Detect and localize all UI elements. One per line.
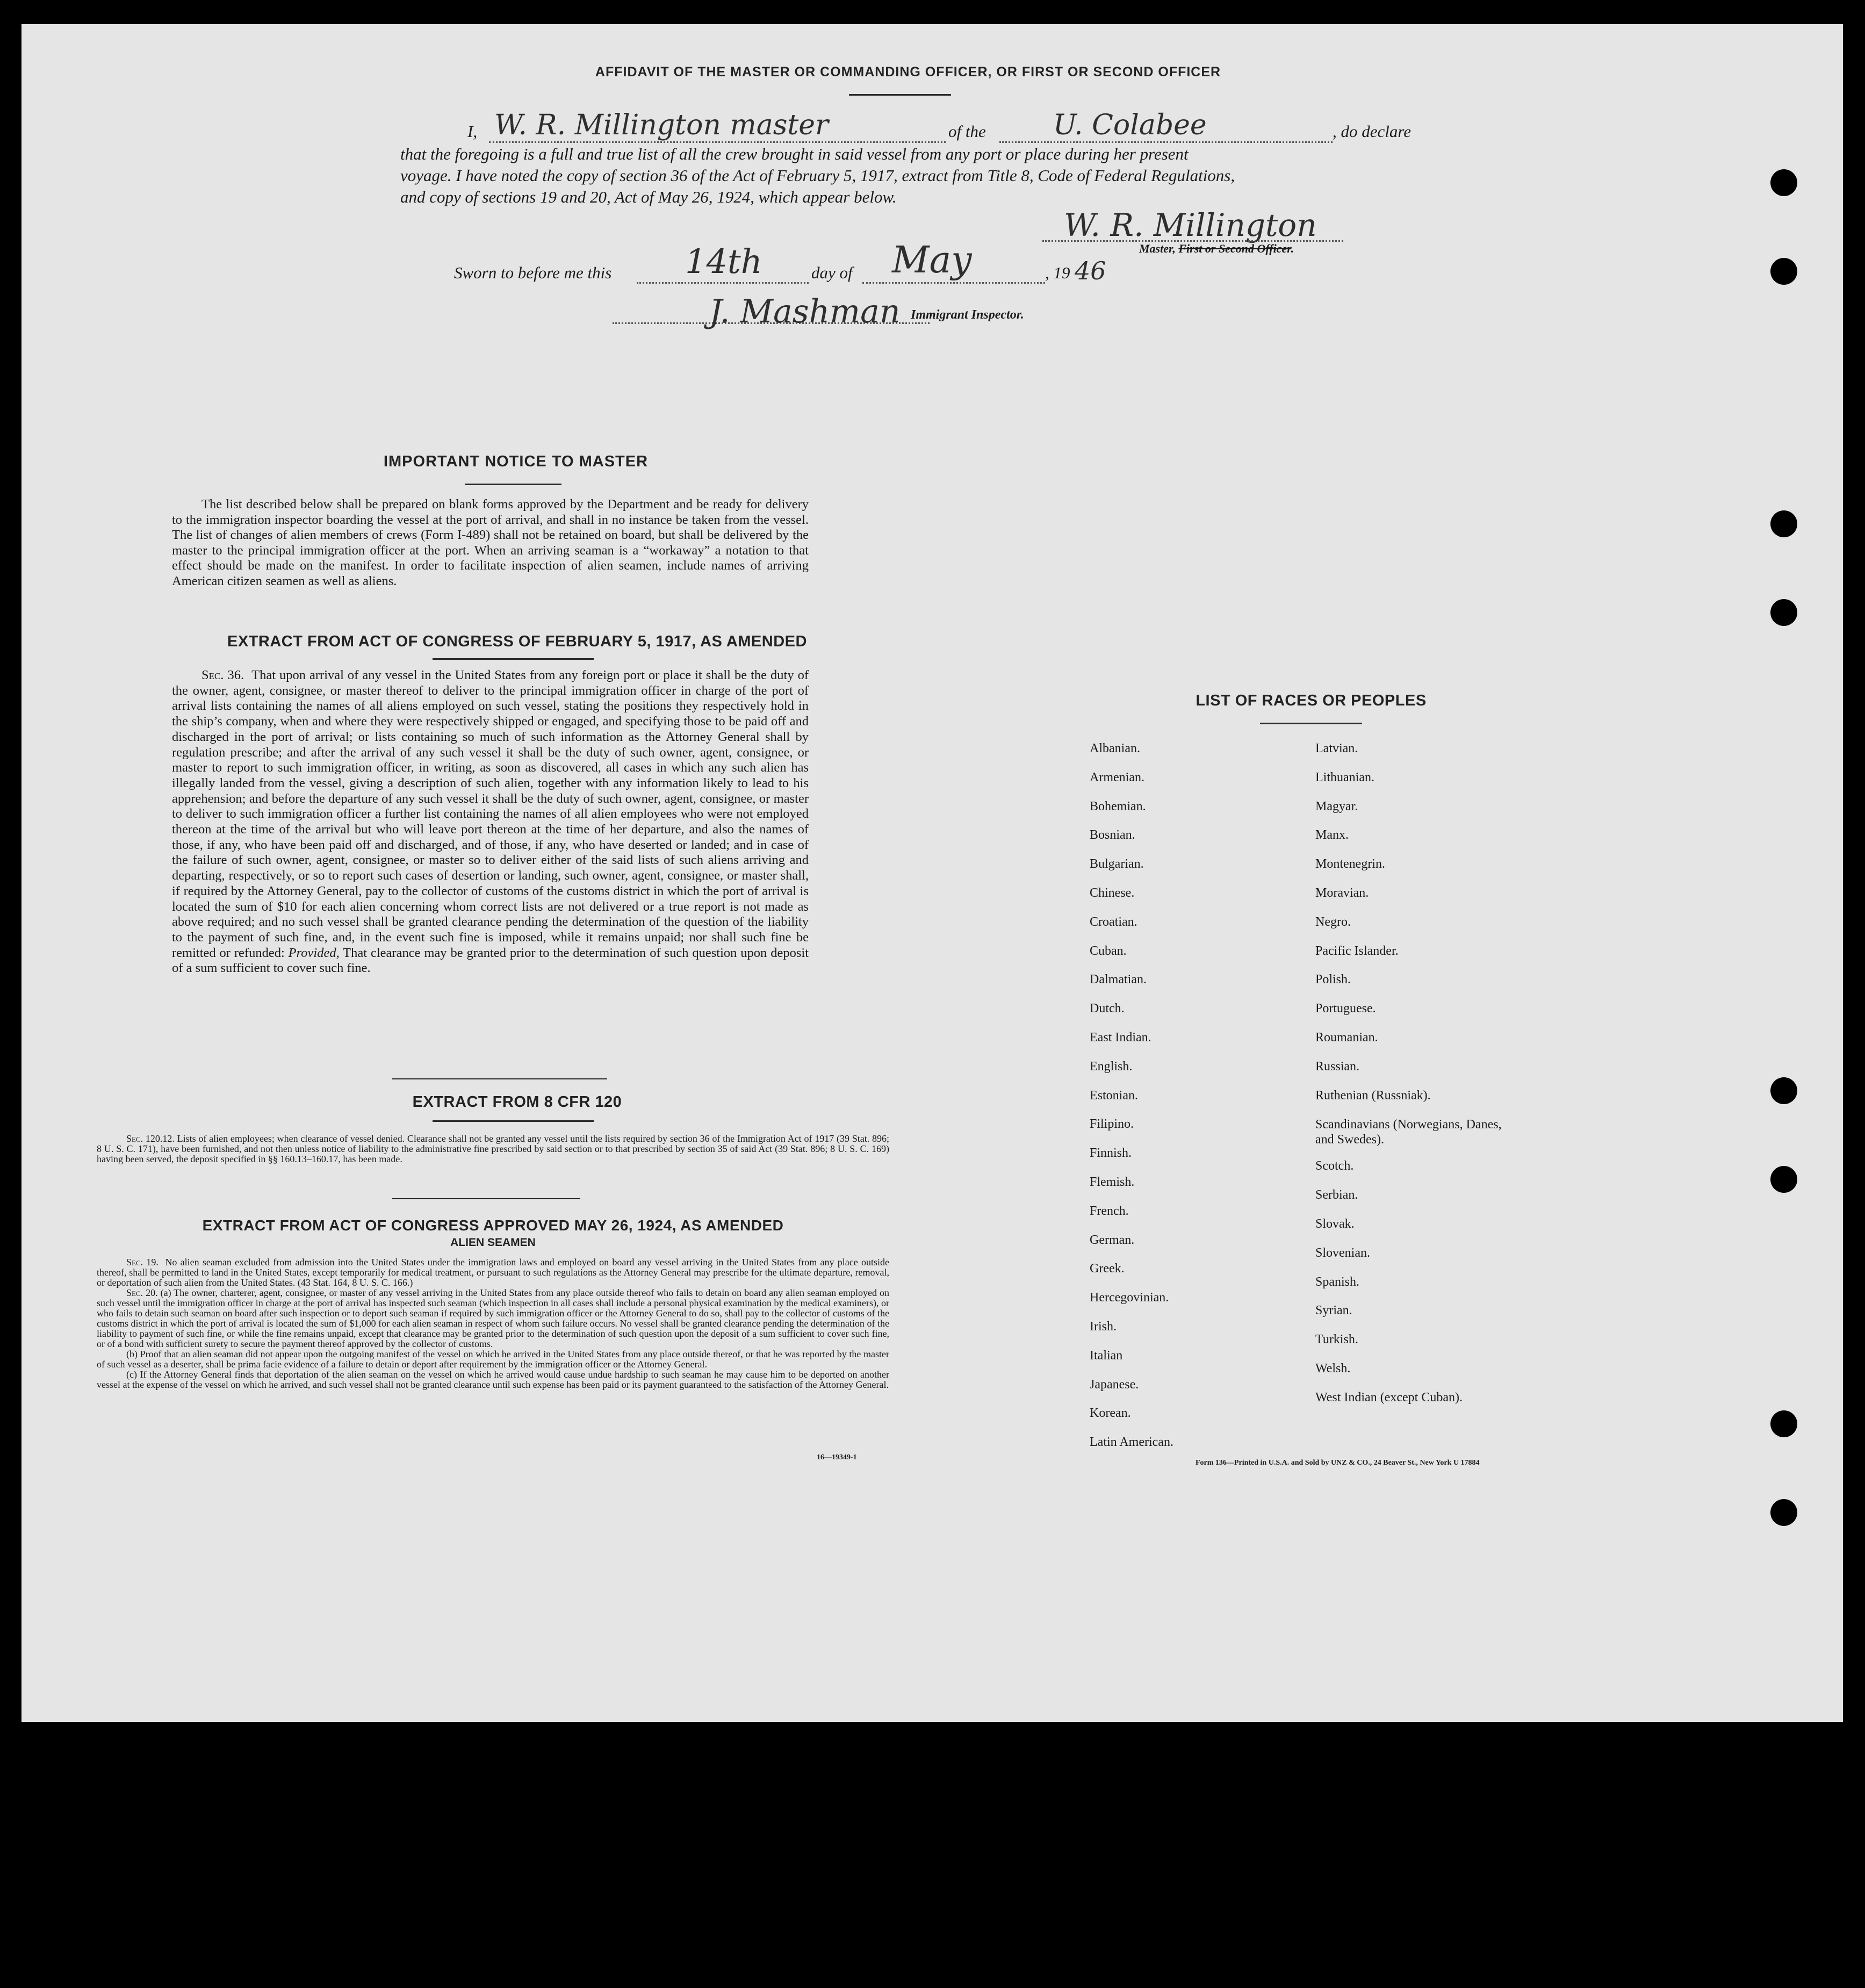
form-code: 16—19349-1: [817, 1453, 857, 1461]
race-item: Hercegovinian.: [1090, 1291, 1169, 1305]
race-item: Slovenian.: [1315, 1245, 1370, 1260]
races-title: LIST OF RACES OR PEOPLES: [1196, 692, 1427, 709]
race-item: French.: [1090, 1204, 1129, 1218]
affidavit-body-line: and copy of sections 19 and 20, Act of May 26, 1924, which appear below.: [400, 188, 897, 206]
vessel-line: [999, 141, 1333, 143]
master-caption: [1139, 242, 1294, 256]
struck-caption: First or Second Officer: [1178, 242, 1291, 255]
document-page: [21, 24, 1843, 1722]
race-item: Lithuanian.: [1315, 770, 1374, 784]
sec19-paragraph: [97, 1257, 889, 1288]
section-label: Sec. 36.: [201, 668, 244, 682]
section-text: Lists of alien employees; when clearance of vessel denied. Clearance shall not be granted any vessel until the lists required by section 36 of the Immigration Act of 1917 (39 Stat. 896; 8 U. S. C. 171), have been furnished, and not then unless notice of liability to the administrative fine prescribed by said section or to that prescribed by section 35 of said Act (39 Stat. 896; 8 U. S. C. 169) having been served, the deposit specified in §§ 160.13–160.17, has been made.: [97, 1133, 889, 1164]
race-item: Ruthenian (Russniak).: [1315, 1088, 1431, 1103]
race-item: Serbian.: [1315, 1188, 1358, 1202]
race-item: Filipino.: [1090, 1117, 1134, 1132]
section-label: Sec. 20.: [126, 1287, 158, 1298]
section-text: That clearance may be granted prior to the determination of such question upon deposit of a sum sufficient to cover such fine.: [172, 945, 809, 976]
race-item: Slovak.: [1315, 1217, 1355, 1231]
affidavit-title: AFFIDAVIT OF THE MASTER OR COMMANDING OFFICER, OR FIRST OR SECOND OFFICER: [595, 64, 1221, 80]
punch-hole: [1770, 510, 1797, 537]
race-item: Roumanian.: [1315, 1031, 1378, 1045]
punch-hole: [1770, 1410, 1797, 1437]
provided-word: Provided,: [288, 945, 340, 960]
day-of-label: day of: [811, 263, 853, 282]
sec20c-paragraph: (c) If the Attorney General finds that deportation of the alien seaman on the vessel on which he arrived would cause undue hardship to such seaman he may cause him to be deported on another vessel at the expense of the vessel on which he arrived, and such vessel shall not be granted clearance until such expense has been paid or its payment guaranteed to the satisfaction of the Attorney General.: [97, 1369, 889, 1390]
race-item: Polish.: [1315, 973, 1351, 987]
race-item: Scandinavians (Norwegians, Danes, and Swedes).: [1315, 1118, 1502, 1147]
race-item: Russian.: [1315, 1059, 1360, 1074]
race-item: Welsh.: [1315, 1362, 1351, 1375]
race-item: Turkish.: [1315, 1332, 1358, 1347]
affidavit-i-label: I,: [467, 122, 478, 141]
sec20a-paragraph: [97, 1288, 889, 1349]
divider: [465, 484, 561, 485]
race-item: Chinese.: [1090, 886, 1135, 900]
race-item: Greek.: [1090, 1262, 1125, 1276]
month-line: [862, 282, 1045, 284]
race-item: Estonian.: [1090, 1088, 1138, 1103]
race-item: Croatian.: [1090, 914, 1137, 929]
race-item: Montenegrin.: [1315, 857, 1385, 871]
race-item: Dutch.: [1090, 1002, 1125, 1016]
sec20b-paragraph: (b) Proof that an alien seaman did not appear upon the outgoing manifest of the vessel on which he arrived in the United States from any place outside thereof, or that he was reported by the master of such vessel as a deserter, shall be prima facie evidence of a failure to detain or deport after requirement by the immigration officer or the Attorney General.: [97, 1349, 889, 1370]
punch-hole: [1770, 169, 1797, 196]
affidavit-body-line: voyage. I have noted the copy of section 36 of the Act of February 5, 1917, extract from Title 8, Code of Federal Regulations,: [400, 166, 1235, 185]
section-text: No alien seaman excluded from admission into the United States under the immigration laws and employed on board any vessel arriving in the United States from any place outside thereof, shall be permitted to land in the United States, except temporarily for medical treatment, or pursuant to such regulations as the Attorney General may prescribe for the ultimate departure, removal, or deportation of such alien from the United States. (43 Stat. 164, 8 U. S. C. 166.): [97, 1257, 889, 1288]
divider: [1260, 723, 1362, 724]
race-item: Latvian.: [1315, 741, 1358, 755]
cfr-title: EXTRACT FROM 8 CFR 120: [412, 1093, 622, 1111]
punch-hole: [1770, 258, 1797, 285]
inspector-signature: J. Mashman: [709, 293, 901, 330]
race-item: Moravian.: [1315, 886, 1369, 900]
master-signature: W. R. Millington: [1064, 207, 1317, 243]
cfr-body: [97, 1134, 889, 1164]
punch-hole: [1770, 599, 1797, 626]
race-item: Finnish.: [1090, 1146, 1132, 1161]
race-item: Albanian.: [1090, 741, 1140, 755]
extract1924-body: [97, 1257, 889, 1390]
sworn-month-handwritten: May: [892, 239, 972, 282]
divider: [433, 1120, 594, 1122]
section-label: Sec. 120.12.: [126, 1133, 175, 1144]
race-item: Japanese.: [1090, 1377, 1139, 1392]
day-line: [637, 282, 809, 284]
race-item: Pacific Islander.: [1315, 943, 1399, 958]
extract1917-body: [172, 668, 809, 976]
race-item: Magyar.: [1315, 799, 1358, 813]
race-item: Korean.: [1090, 1406, 1131, 1421]
extract1924-title: EXTRACT FROM ACT OF CONGRESS APPROVED MAY 26, 1924, AS AMENDED: [202, 1217, 784, 1234]
affidavit-do-declare: , do declare: [1333, 122, 1412, 141]
caption-period: .: [1291, 242, 1294, 255]
race-item: Bohemian.: [1090, 799, 1146, 813]
name-line: [489, 141, 946, 143]
section-label: Sec. 19.: [126, 1257, 159, 1267]
race-item: Spanish.: [1315, 1274, 1360, 1289]
divider: [392, 1198, 580, 1199]
notice-body: The list described below shall be prepared on blank forms approved by the Department and be ready for delivery to the immigration inspector boarding the vessel at the port of arrival, and shall in no instance be taken from the vessel. The list of changes of alien members of crews (Form I-489) shall not be retained on board, but shall be delivered by the master to the principal immigration officer at the port. When an arriving seaman is a “workaway” a notation to that effect should be made on the manifest. In order to facilitate inspection of alien seamen, include names of arriving American citizen seamen as well as aliens.: [172, 497, 809, 588]
race-item: Bosnian.: [1090, 828, 1135, 842]
race-item: Italian: [1090, 1348, 1123, 1363]
punch-hole: [1770, 1166, 1797, 1193]
divider: [392, 1078, 607, 1079]
divider: [849, 94, 951, 96]
race-item: German.: [1090, 1233, 1135, 1247]
extract1917-title: EXTRACT FROM ACT OF CONGRESS OF FEBRUARY 5, 1917, AS AMENDED: [227, 633, 807, 650]
race-item: Irish.: [1090, 1320, 1117, 1334]
race-item: Dalmatian.: [1090, 973, 1147, 987]
affidavit-of-the: of the: [948, 122, 986, 141]
race-item: Scotch.: [1315, 1159, 1354, 1173]
printer-footer: Form 136—Printed in U.S.A. and Sold by UNZ & CO., 24 Beaver St., New York U 17884: [1196, 1459, 1480, 1467]
extract1924-subtitle: ALIEN SEAMEN: [450, 1236, 536, 1249]
year-suffix-handwritten: 46: [1075, 256, 1106, 285]
punch-hole: [1770, 1499, 1797, 1526]
affidavit-body: [400, 143, 1432, 208]
notice-title: IMPORTANT NOTICE TO MASTER: [383, 453, 649, 470]
master-name-handwritten: W. R. Millington master: [494, 109, 829, 141]
race-item: Armenian.: [1090, 770, 1144, 784]
sworn-day-handwritten: 14th: [685, 242, 762, 281]
race-item: Negro.: [1315, 914, 1351, 929]
sworn-label: Sworn to before me this: [454, 263, 612, 282]
race-item: English.: [1090, 1059, 1133, 1074]
race-item: Flemish.: [1090, 1175, 1135, 1189]
race-item: Manx.: [1315, 828, 1349, 842]
year-prefix: , 19: [1045, 263, 1070, 282]
vessel-name-handwritten: U. Colabee: [1053, 109, 1207, 141]
divider: [433, 658, 594, 660]
race-item: Cuban.: [1090, 943, 1127, 958]
section-text: That upon arrival of any vessel in the United States from any foreign port or place it shall be the duty of the owner, agent, consignee, or master thereof to deliver to the principal immigration officer in charge of the port of arrival lists containing the names of all aliens employed on such vessel, stating the positions they respectively hold in the ship’s company, when and where they were respectively shipped or engaged, and specifying those to be paid off and discharged in the port of arrival; or lists containing so much of such information as the Attorney General shall by regulation prescribe; and after the arrival of any such vessel it shall be the duty of such owner, agent, consignee, or master to report to such immigration officer, in writing, as soon as discovered, all cases in which any such alien has illegally landed from the vessel, giving a description of such alien, together with any information likely to lead to his apprehension; and before the departure of any such vessel it shall be the duty of such owner, agent, consignee, or master to deliver to such immigration officer a further list containing the names of all alien employees who were not employed thereon at the time of the arrival but who will leave port thereon at the time of her departure, and also the names of those, if any, who have been paid off and discharged, and of those, if any, who have deserted or landed; and in case of the failure of such owner, agent, consignee, or master so to deliver either of the said lists of such aliens arriving and departing, respectively, or so to report such cases of desertion or landing, such owner, agent, consignee, or master shall, if required by the Attorney General, pay to the collector of customs of the customs district in which the port of arrival is located the sum of $10 for each alien concerning whom correct lists are not delivered or a true report is not made as above required; and no such vessel shall be granted clearance pending the determination of the question of the liability to the payment of such fine, and, in the event such fine is imposed, while it remains unpaid; nor shall such fine be remitted or refunded:: [172, 668, 809, 960]
race-item: Bulgarian.: [1090, 857, 1144, 871]
section-text: (a) The owner, charterer, agent, consignee, or master of any vessel arriving in the United States from any place outside thereof who fails to detain on board any alien seaman employed on such vessel until the immigration officer in charge at the port of arrival has inspected such seaman (which inspection in all cases shall include a personal physical examination by the medical examiners), or who fails to detain such seaman on board after such inspection or to deport such seaman if required by such immigration officer or the Attorney General to do so, shall pay to the collector of customs of the customs district in which the port of arrival is located the sum of $1,000 for each alien seaman in respect of whom such failure occurs. No vessel shall be granted clearance pending the determination of the liability to payment of such fine, or while the fine remains unpaid, except that clearance may be granted prior to the determination of such question upon the deposit of a sum sufficient to cover such fine, or of a bond with sufficient surety to secure the payment thereof approved by the collector of customs.: [97, 1287, 890, 1349]
race-item: Latin American.: [1090, 1435, 1173, 1450]
race-item: West Indian (except Cuban).: [1315, 1390, 1463, 1404]
punch-hole: [1770, 1077, 1797, 1104]
race-item: Portuguese.: [1315, 1002, 1376, 1016]
master-caption-text: Master,: [1139, 242, 1179, 255]
race-item: Syrian.: [1315, 1303, 1352, 1318]
race-item: East Indian.: [1090, 1031, 1151, 1045]
inspector-caption: Immigrant Inspector.: [911, 308, 1024, 322]
affidavit-body-line: that the foregoing is a full and true list of all the crew brought in said vessel from any port or place during her present: [400, 145, 1189, 163]
